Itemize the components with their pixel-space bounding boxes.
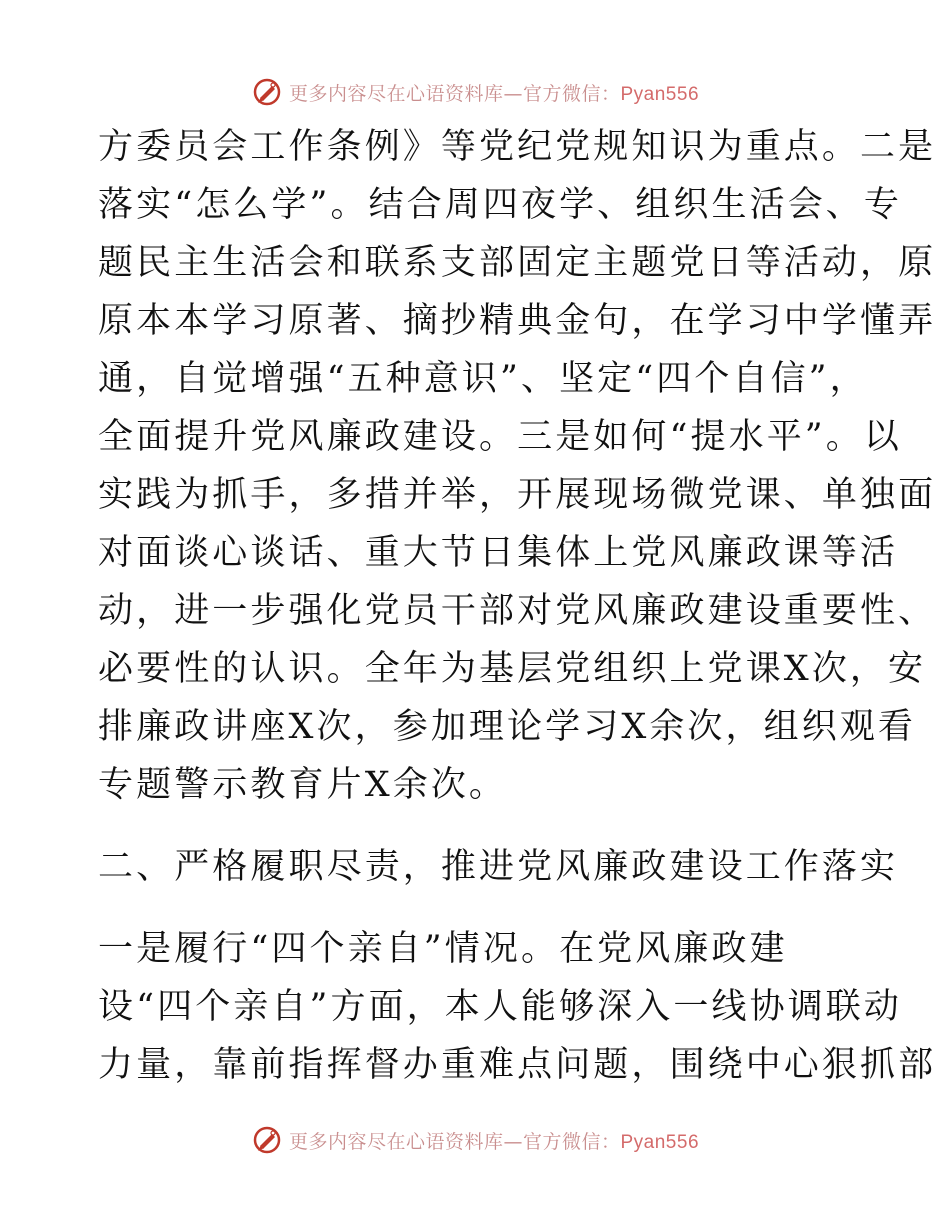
- text-line: 实践为抓手，多措并举，开展现场微党课、单独面: [98, 475, 937, 515]
- text-line: 全面提升党风廉政建设。三是如何“提水平”。以: [98, 417, 902, 457]
- section-heading: 二、严格履职尽责，推进党风廉政建设工作落实: [98, 847, 899, 887]
- pen-circle-logo-icon: [251, 76, 283, 108]
- text-line: 必要性的认识。全年为基层党组织上党课X次，安: [98, 649, 927, 689]
- text-line: 动，进一步强化党员干部对党风廉政建设重要性、: [98, 591, 937, 631]
- paragraph-2: [98, 920, 937, 1094]
- text-line: 一是履行“四个亲自”情况。在党风廉政建: [98, 929, 788, 969]
- text-line: 力量，靠前指挥督办重难点问题，围绕中心狠抓部: [98, 1045, 937, 1085]
- text-line: 专题警示教育片X余次。: [98, 765, 508, 805]
- header-watermark: [0, 72, 950, 112]
- text-line: 通，自觉增强“五种意识”、坚定“四个自信”，: [98, 359, 868, 399]
- paragraph-1: [98, 118, 937, 814]
- document-body: [98, 118, 937, 1094]
- text-line: 落实“怎么学”。结合周四夜学、组织生活会、专: [98, 185, 902, 225]
- text-line: 题民主生活会和联系支部固定主题党日等活动，原: [98, 243, 937, 283]
- pen-circle-logo-icon: [251, 1124, 283, 1156]
- text-line: 排廉政讲座X次，参加理论学习X余次，组织观看: [98, 707, 917, 747]
- watermark-text: 更多内容尽在心语资料库—官方微信：Pyan556: [288, 82, 700, 105]
- footer-watermark: [0, 1120, 950, 1160]
- text-line: 原本本学习原著、摘抄精典金句，在学习中学懂弄: [98, 301, 937, 341]
- text-line: 设“四个亲自”方面，本人能够深入一线协调联动: [98, 987, 902, 1027]
- watermark-text: 更多内容尽在心语资料库—官方微信：Pyan556: [288, 1130, 700, 1153]
- text-line: 方委员会工作条例》等党纪党规知识为重点。二是: [98, 127, 937, 167]
- text-line: 对面谈心谈话、重大节日集体上党风廉政课等活: [98, 533, 899, 573]
